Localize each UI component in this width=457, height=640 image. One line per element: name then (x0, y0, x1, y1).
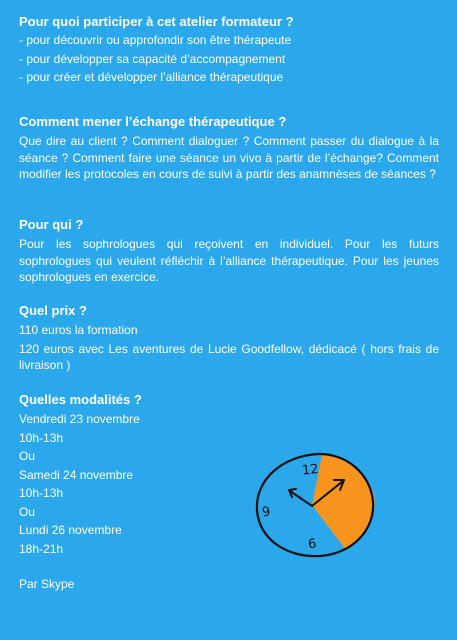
section-who (19, 215, 439, 286)
when-line: Ou (19, 504, 36, 519)
why-item: - pour découvrir ou approfondir son être thérapeute (19, 33, 292, 47)
when-line: Lundi 26 novembre (19, 523, 122, 537)
who-heading: Pour qui ? (19, 217, 84, 232)
how-text: Que dire au client ? Comment dialoguer ? Comment passer du dialogue à la séance ? Comment faire une séance un vivo à partir de l’échange? Comment modifier les protocoles en cours de suivi à partir des anamnèses de séances ? (19, 134, 439, 181)
price-heading: Quel prix ? (19, 303, 87, 318)
who-text: Pour les sophrologues qui reçoivent en individuel. Pour les futurs sophrologues qui veulent réfléchir à l’alliance thérapeutique. Pour les jeunes sophrologues en exercice. (19, 237, 439, 284)
price-line: 120 euros avec Les aventures de Lucie Goodfellow, dédicacé ( hors frais de livraison ) (19, 341, 439, 372)
when-line: 10h-13h (19, 486, 64, 500)
clock-number: 9 (261, 504, 272, 521)
via-skype: Par Skype (19, 577, 75, 591)
clock-hand-short (290, 491, 312, 506)
when-line: 18h-21h (19, 541, 64, 556)
when-line: Ou (19, 449, 36, 463)
when-line: 10h-13h (19, 430, 64, 445)
section-why (19, 12, 439, 87)
when-line: Vendredi 23 novembre (19, 412, 140, 426)
clock-number: 12 (301, 461, 320, 479)
price-line: 110 euros la formation (19, 323, 138, 337)
when-line: Samedi 24 novembre (19, 467, 134, 482)
clock-number: 6 (307, 536, 318, 553)
why-item: - pour créer et développer l’alliance thérapeutique (19, 70, 284, 84)
section-how (19, 112, 439, 183)
section-price (19, 301, 439, 374)
how-heading: Comment mener l’échange thérapeutique ? (19, 114, 287, 129)
when-heading: Quelles modalités ? (19, 392, 142, 407)
clock-highlight-sector (312, 455, 375, 550)
why-heading: Pour quoi participer à cet atelier formateur ? (19, 14, 294, 29)
clock-icon (250, 450, 380, 560)
why-item: - pour développer sa capacité d’accompagnement (19, 51, 286, 66)
